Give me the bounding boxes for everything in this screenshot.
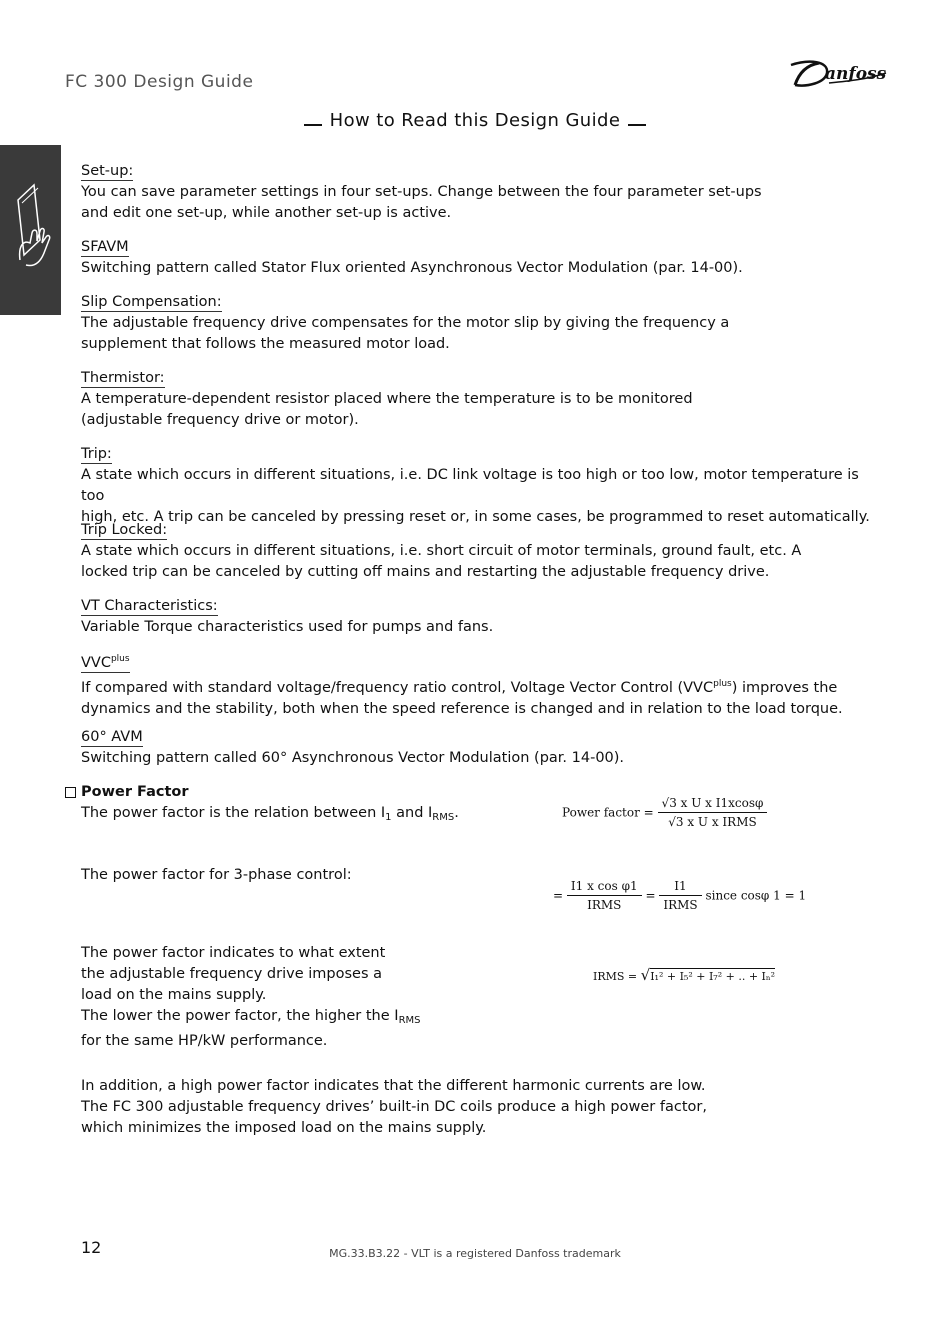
formula1-numerator: √3 x U x I1xcosφ [658,796,768,813]
entry-trip-locked [81,520,881,583]
entry-vvc-plus [81,650,881,720]
term-slip-compensation: Slip Compensation: [81,294,222,310]
definition-thermistor-line2: (adjustable frequency drive or motor). [81,412,359,428]
section-bullet-box [65,787,76,798]
power-factor-closing [81,1076,881,1139]
formula2-eq2: = [645,888,656,903]
power-factor-heading: Power Factor [81,784,189,800]
definition-trip-locked-line2: locked trip can be canceled by cutting off mains and restarting the adjustable frequency drive. [81,564,770,580]
document-title: FC 300 Design Guide [65,72,254,92]
closing-line3: which minimizes the imposed load on the mains supply. [81,1120,487,1136]
extent-line3: load on the mains supply. [81,987,267,1003]
extent-line4-a: The lower the power factor, the higher the I [81,1008,399,1024]
extent-line5: for the same HP/kW performance. [81,1033,328,1049]
footer-trademark: MG.33.B3.22 - VLT is a registered Danfoss trademark [329,1247,621,1260]
definition-setup-line1: You can save parameter settings in four set-ups. Change between the four parameter set-ups [81,184,762,200]
entry-slip-compensation [81,292,881,355]
definition-slip-line1: The adjustable frequency drive compensates for the motor slip by giving the frequency a [81,315,730,331]
definition-trip-line2: high, etc. A trip can be canceled by pressing reset or, in some cases, be programmed to reset automatically. [81,509,870,525]
term-vvc-text: VVC [81,655,111,671]
entry-60-avm [81,727,881,769]
formula2-tail: since cosφ 1 = 1 [705,888,807,903]
section-title [0,110,950,131]
definition-vvc-line1 [81,674,881,699]
term-trip-locked: Trip Locked: [81,522,168,538]
definition-trip-line1: A state which occurs in different situations, i.e. DC link voltage is too high or too low, motor temperature is too [81,467,859,504]
definition-vvc-line2: dynamics and the stability, both when the speed reference is changed and in relation to the load torque. [81,701,843,717]
title-dash-right [628,124,646,126]
term-60-avm: 60° AVM [81,729,143,745]
formula2-fraction1 [567,879,642,912]
term-vvc-sup: plus [110,654,130,664]
power-factor-intro-c: . [454,805,459,821]
title-dash-left [304,124,322,126]
definition-setup-line2: and edit one set-up, while another set-up is active. [81,205,452,221]
formula1-den-text: 3 x U x IRMS [675,815,757,829]
extent-line1: The power factor indicates to what extent [81,945,386,961]
entry-sfavm [81,237,881,279]
formula1-num-text: 3 x U x I1xcosφ [669,796,764,810]
entry-setup [81,161,881,224]
definition-thermistor-line1: A temperature-dependent resistor placed where the temperature is to be monitored [81,391,693,407]
closing-line2: The FC 300 adjustable frequency drives’ built-in DC coils produce a high power factor, [81,1099,707,1115]
power-factor-intro-a: The power factor is the relation between I [81,805,386,821]
danfoss-logo [789,55,889,97]
definition-trip-locked-line1: A state which occurs in different situations, i.e. short circuit of motor terminals, ground fault, etc. A [81,543,802,559]
chapter-side-tab [0,145,61,315]
svg-text:anfoss: anfoss [825,64,887,84]
entry-trip [81,444,881,528]
formula1-left: Power factor = [562,805,654,820]
three-phase-text: The power factor for 3-phase control: [81,867,352,883]
term-setup: Set-up: [81,163,134,179]
formula1-fraction [658,796,768,829]
power-factor-intro-b: and I [391,805,433,821]
term-sfavm: SFAVM [81,239,129,255]
hand-book-icon [0,145,61,315]
term-trip: Trip: [81,446,112,462]
term-vt-characteristics: VT Characteristics: [81,598,218,614]
formula2-num2: I1 [659,879,701,896]
section-title-text: How to Read this Design Guide [329,110,621,131]
definition-vvc-line1-b: ) improves the [731,680,838,696]
definition-vt-characteristics: Variable Torque characteristics used for pumps and fans. [81,619,494,635]
definition-vvc-line1-a: If compared with standard voltage/frequency ratio control, Voltage Vector Control (VVC [81,680,714,696]
power-factor-intro-sub1: 1 [385,812,392,823]
formula2-den1: IRMS [587,898,622,912]
formula3-body: I₁² + I₅² + I₇² + .. + Iₙ² [650,970,776,983]
extent-line4 [81,1006,441,1031]
term-vvc-plus [81,650,130,673]
formula2-den2: IRMS [663,898,698,912]
power-factor-intro-sub2: RMS [432,812,455,823]
definition-60-avm: Switching pattern called 60° Asynchronous Vector Modulation (par. 14-00). [81,750,625,766]
power-factor-intro [81,803,541,828]
entry-vt-characteristics [81,596,881,638]
formula-irms: IRMS = √I₁² + I₅² + I₇² + .. + Iₙ² [593,966,776,984]
power-factor-extent [81,943,441,1052]
extent-line2: the adjustable frequency drive imposes a [81,966,382,982]
extent-line4-sub: RMS [398,1015,421,1026]
definition-vvc-line1-sup: plus [713,679,732,689]
term-thermistor: Thermistor: [81,370,165,386]
page-number: 12 [81,1238,102,1257]
entry-thermistor [81,368,881,431]
definition-slip-line2: supplement that follows the measured motor load. [81,336,450,352]
formula1-denominator: √3 x U x IRMS [668,815,757,829]
formula-power-factor [562,796,767,829]
formula2-fraction2 [659,879,701,912]
formula2-eq1: = [553,888,564,903]
closing-line1: In addition, a high power factor indicates that the different harmonic currents are low. [81,1078,706,1094]
formula2-num1: I1 x cos φ1 [567,879,642,896]
formula-three-phase [553,879,806,912]
definition-sfavm: Switching pattern called Stator Flux oriented Asynchronous Vector Modulation (par. 14-00). [81,260,743,276]
formula3-left: IRMS = [593,970,638,983]
